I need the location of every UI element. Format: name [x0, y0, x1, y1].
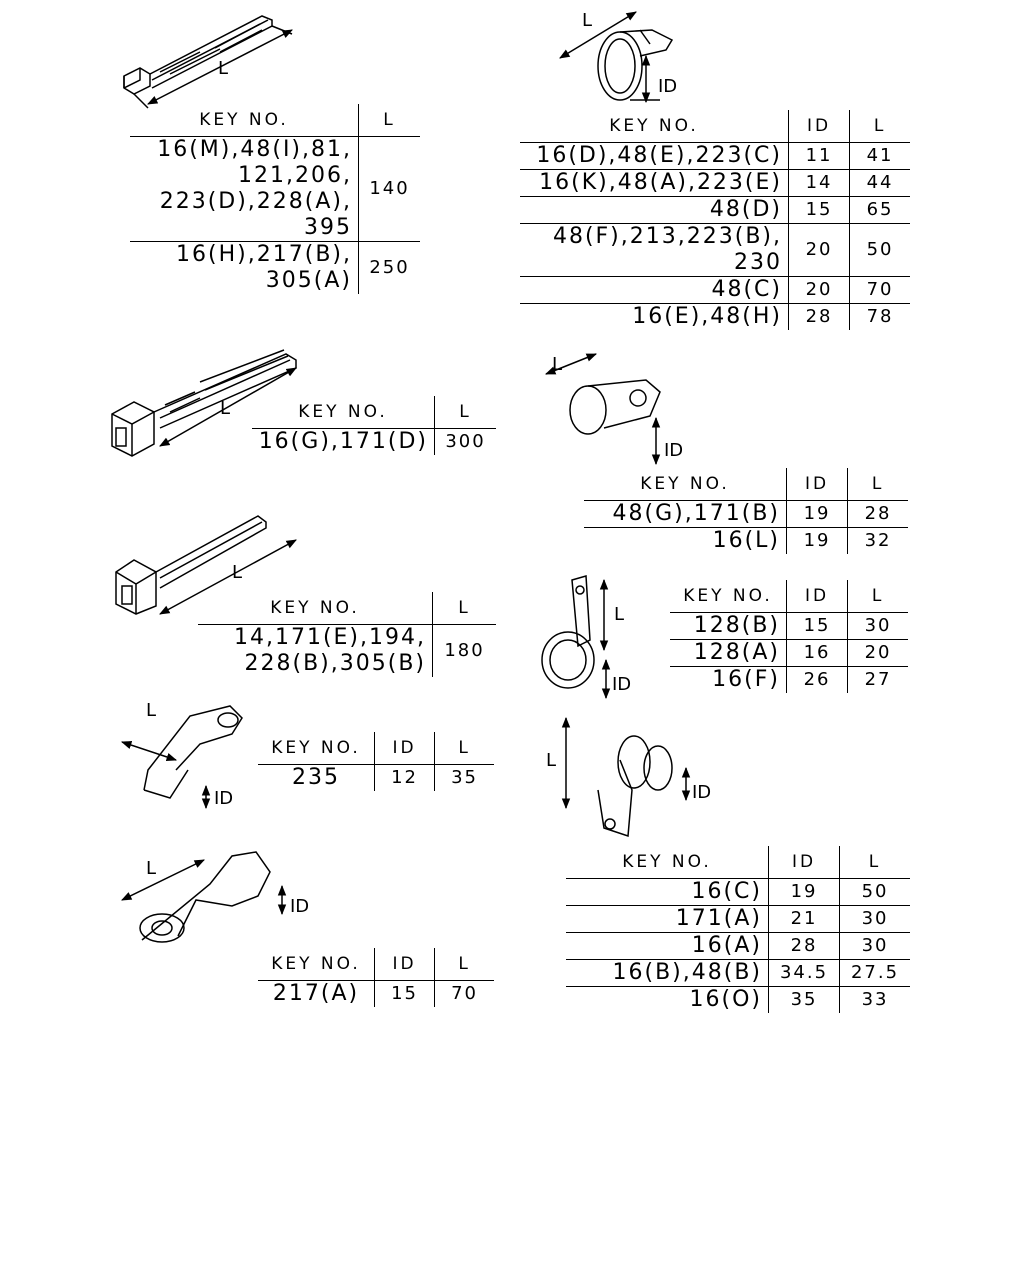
table-row-key: 235 [292, 765, 340, 790]
loop-clamp-id-label: ID [664, 440, 684, 461]
table-row-l: 41 [850, 143, 910, 170]
col-l: L [435, 396, 497, 429]
table-row-l: 78 [850, 304, 910, 331]
table-row-key: 16(D),48(E),223(C) [536, 143, 782, 168]
col-key-no: KEY NO. [640, 474, 730, 494]
table-row-key: 14,171(E),194, 228(B),305(B) [233, 625, 426, 676]
table-row-id: 34.5 [769, 960, 840, 987]
loop-clamp-icon [546, 354, 660, 464]
table-row-key: 16(A) [691, 933, 762, 958]
table-row-l: 28 [848, 501, 908, 528]
bracket-clamp-l-label: L [546, 750, 557, 771]
col-id: ID [769, 846, 840, 879]
table-row-id: 15 [375, 981, 435, 1008]
table-row-id: 16 [787, 640, 848, 667]
cable-tie-small-icon [124, 16, 292, 108]
table-row-id: 28 [769, 933, 840, 960]
table-row-l: 70 [435, 981, 494, 1008]
table-row-id: 19 [769, 879, 840, 906]
col-id: ID [375, 948, 435, 981]
table-row-key: 16(C) [691, 879, 762, 904]
parts-table-4 [584, 468, 908, 554]
col-id: ID [789, 110, 850, 143]
table-row-id: 15 [787, 613, 848, 640]
table-row-l: 20 [848, 640, 908, 667]
table-row-l: 27.5 [840, 960, 910, 987]
table-row-key: 217(A) [272, 981, 360, 1006]
col-key-no: KEY NO. [271, 738, 361, 758]
table-row-key: 48(C) [711, 277, 782, 302]
table-row-id: 35 [769, 987, 840, 1014]
table-row-l: 33 [840, 987, 910, 1014]
table-row-id: 19 [787, 528, 848, 555]
col-key-no: KEY NO. [298, 402, 388, 422]
table-row-l: 70 [850, 277, 910, 304]
col-l: L [433, 592, 497, 625]
table-row-l: 30 [840, 906, 910, 933]
table-row-l: 140 [359, 137, 421, 242]
table-row-key: 16(K),48(A),223(E) [539, 170, 782, 195]
spiral-clip-l-label: L [614, 604, 625, 625]
table-row-key: 16(H),217(B), 305(A) [176, 242, 352, 293]
table-row-id: 12 [375, 765, 435, 792]
spiral-clip-icon [542, 576, 606, 698]
table-row-l: 50 [840, 879, 910, 906]
parts-table-8 [566, 846, 910, 1013]
p-clamp-small-id-label: ID [214, 788, 234, 809]
loop-clamp-l-label: L [552, 354, 563, 375]
col-key-no: KEY NO. [622, 852, 712, 872]
table-row-key: 48(D) [709, 197, 782, 222]
col-id: ID [787, 580, 848, 613]
p-clamp-eye-id-label: ID [290, 896, 310, 917]
parts-table-2 [520, 110, 910, 330]
col-l: L [435, 948, 494, 981]
ring-clip-id-label: ID [658, 76, 678, 97]
table-row-key: 16(E),48(H) [632, 304, 782, 329]
parts-table-5 [198, 592, 496, 677]
ring-clip-icon [560, 12, 672, 102]
table-row-key: 16(B),48(B) [612, 960, 762, 985]
table-row-id: 28 [789, 304, 850, 331]
col-id: ID [787, 468, 848, 501]
table-row-l: 250 [359, 242, 421, 295]
table-row-l: 300 [435, 429, 497, 456]
parts-table-1 [130, 104, 420, 294]
table-row-id: 11 [789, 143, 850, 170]
table-row-key: 128(B) [693, 613, 780, 638]
table-row-key: 16(F) [712, 667, 780, 692]
table-row-id: 19 [787, 501, 848, 528]
table-row-key: 16(O) [689, 987, 762, 1012]
table-row-l: 30 [848, 613, 908, 640]
tie3-l-label: L [232, 562, 243, 583]
col-key-no: KEY NO. [270, 598, 360, 618]
table-row-l: 180 [433, 625, 497, 678]
bracket-clamp-icon [566, 718, 686, 836]
table-row-l: 44 [850, 170, 910, 197]
parts-table-9 [258, 948, 494, 1007]
parts-table-7 [258, 732, 494, 791]
table-row-id: 20 [789, 277, 850, 304]
col-l: L [850, 110, 910, 143]
table-row-key: 128(A) [693, 640, 780, 665]
col-key-no: KEY NO. [609, 116, 699, 136]
col-key-no: KEY NO. [271, 954, 361, 974]
col-l: L [435, 732, 494, 765]
parts-table-3 [252, 396, 496, 455]
table-row-id: 15 [789, 197, 850, 224]
table-row-key: 48(F),213,223(B), 230 [552, 224, 782, 275]
col-l: L [840, 846, 910, 879]
p-clamp-small-l-label: L [146, 700, 157, 721]
table-row-l: 27 [848, 667, 908, 694]
col-l: L [848, 468, 908, 501]
spiral-clip-id-label: ID [612, 674, 632, 695]
table-row-id: 14 [789, 170, 850, 197]
tie2-l-label: L [220, 398, 231, 419]
table-row-id: 21 [769, 906, 840, 933]
table-row-key: 16(L) [712, 528, 780, 553]
col-key-no: KEY NO. [199, 110, 289, 130]
table-row-id: 26 [787, 667, 848, 694]
p-clamp-eye-l-label: L [146, 858, 157, 879]
table-row-l: 30 [840, 933, 910, 960]
table-row-l: 65 [850, 197, 910, 224]
table-row-l: 50 [850, 224, 910, 277]
table-row-key: 171(A) [675, 906, 762, 931]
table-row-l: 35 [435, 765, 494, 792]
table-row-key: 48(G),171(B) [612, 501, 780, 526]
col-l: L [359, 104, 421, 137]
table-row-l: 32 [848, 528, 908, 555]
col-key-no: KEY NO. [683, 586, 773, 606]
parts-table-6 [670, 580, 908, 693]
table-row-id: 20 [789, 224, 850, 277]
table-row-key: 16(G),171(D) [258, 429, 428, 454]
col-l: L [848, 580, 908, 613]
col-id: ID [375, 732, 435, 765]
table-row-key: 16(M),48(I),81, 121,206, 223(D),228(A), 395 [157, 137, 352, 240]
tie1-l-label: L [218, 58, 229, 79]
bracket-clamp-id-label: ID [692, 782, 712, 803]
ring-clip-l-label: L [582, 10, 593, 31]
